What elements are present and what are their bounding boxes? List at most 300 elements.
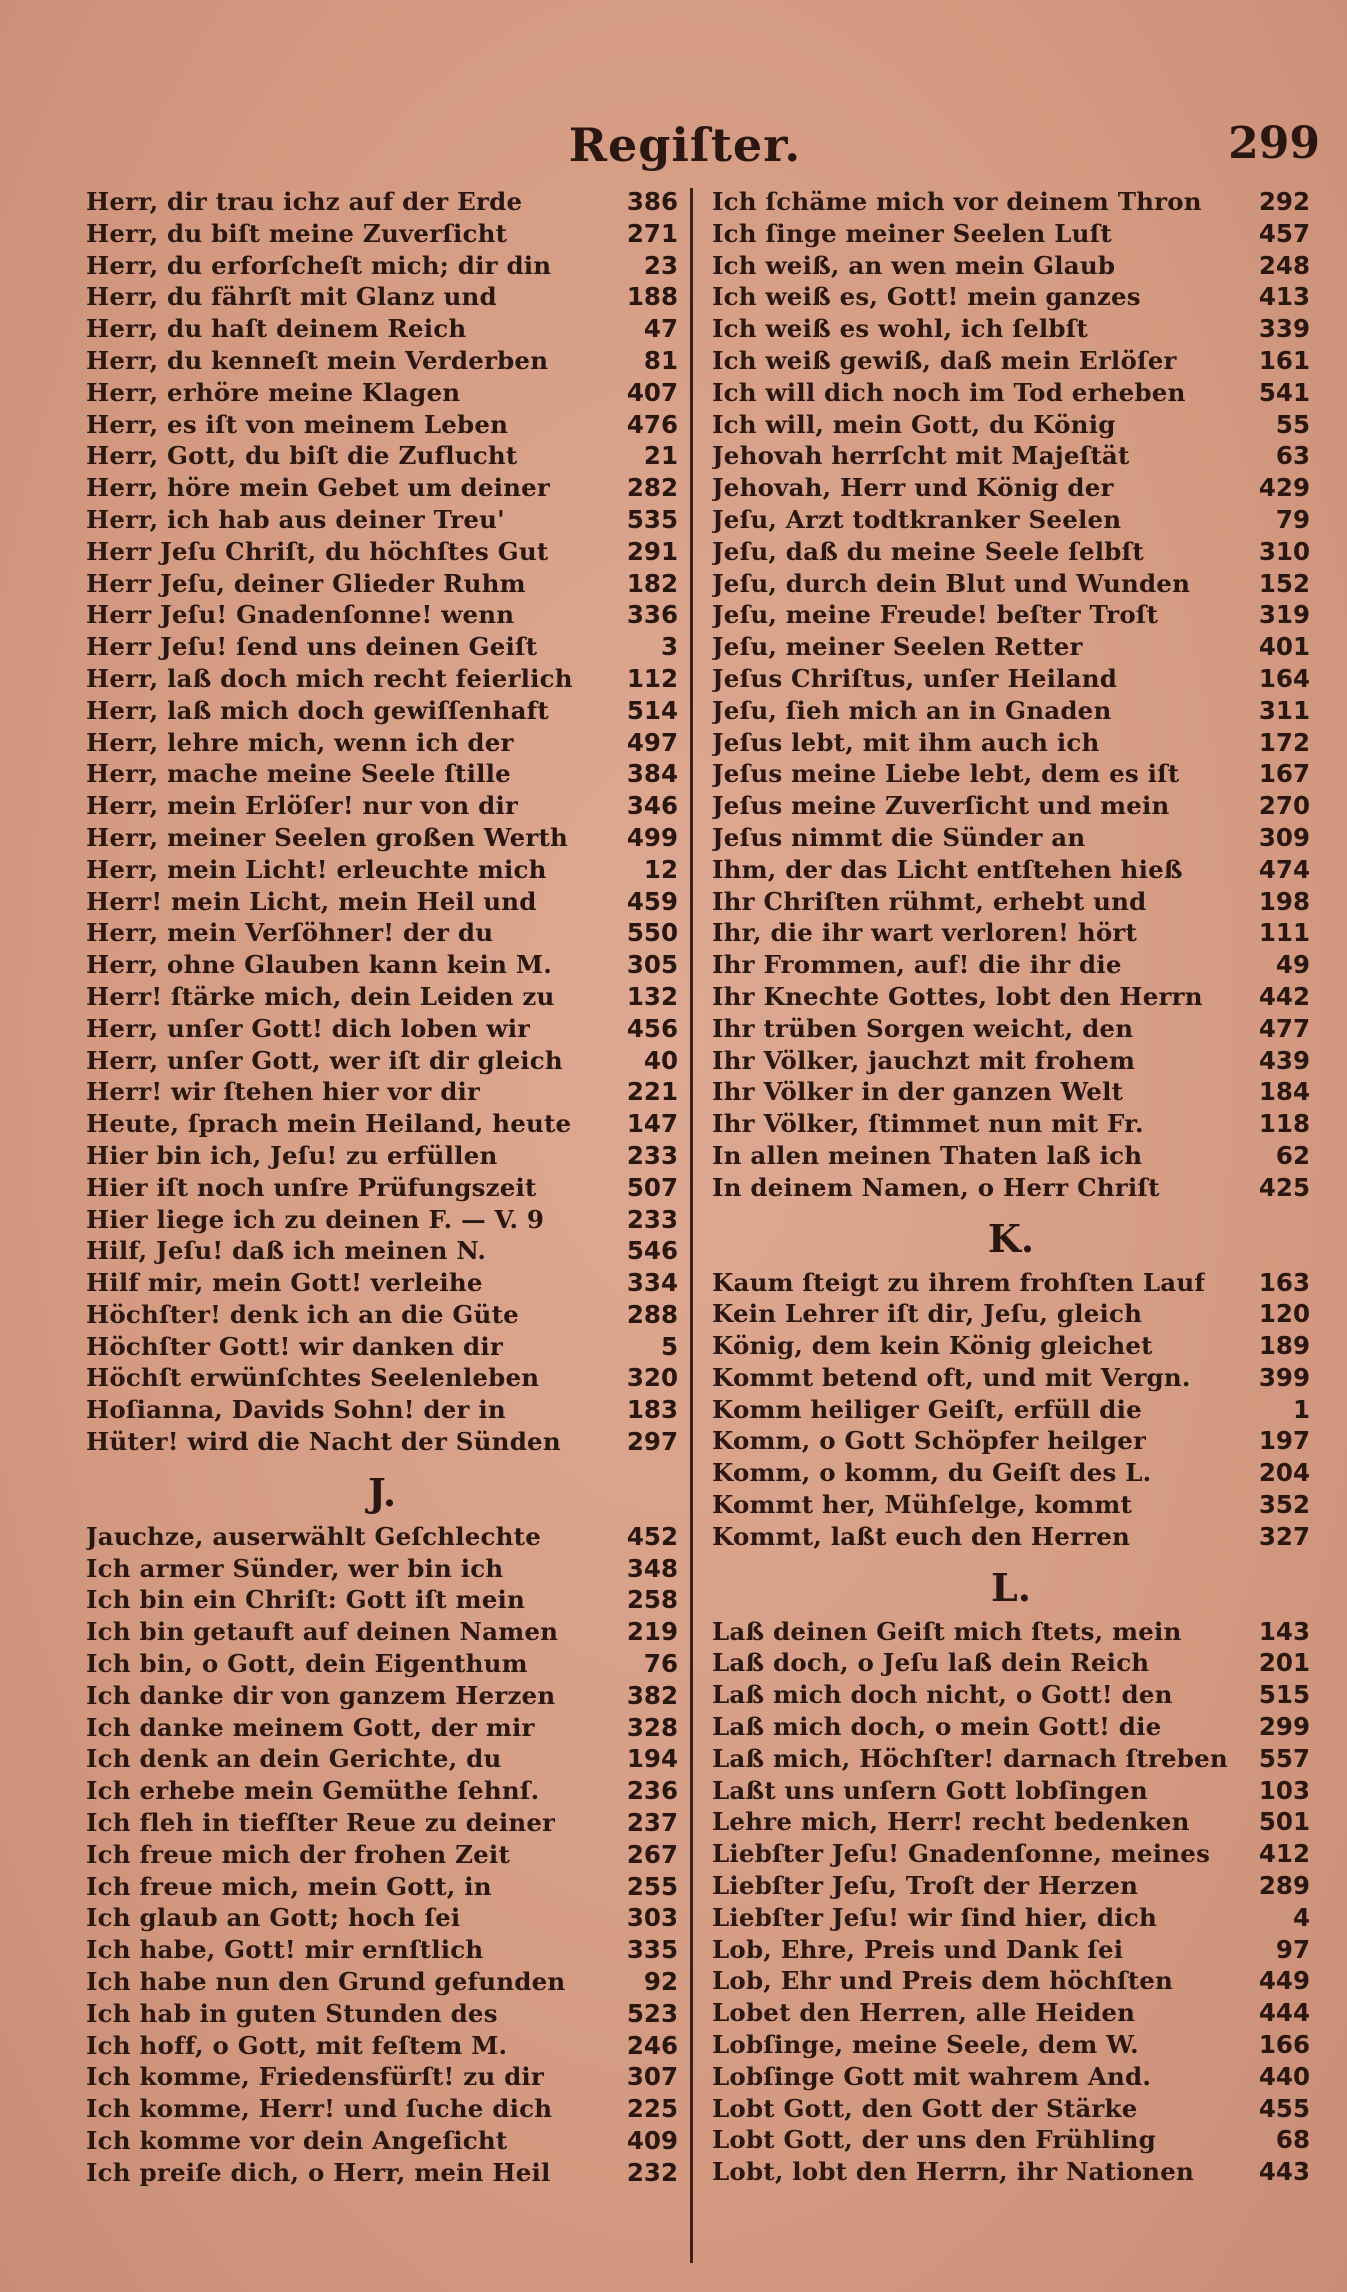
- index-entry: [86, 981, 678, 1013]
- index-entry: [86, 1267, 678, 1299]
- entry-title: Lobt Gott, der uns den Frühling: [712, 2125, 1156, 2155]
- entry-title: Ich weiß, an wen mein Glaub: [712, 250, 1116, 280]
- index-entry: [712, 663, 1310, 695]
- entry-title: Jeſus lebt, mit ihm auch ich: [712, 727, 1100, 757]
- entry-title: Lobt Gott, den Gott der Stärke: [712, 2093, 1138, 2123]
- entry-page-number: 233: [626, 1140, 678, 1170]
- entry-title: Ihr Völker in der ganzen Welt: [712, 1077, 1124, 1107]
- index-entry: [86, 1775, 678, 1807]
- entry-title: Kaum ſteigt zu ihrem frohſten Lauf: [712, 1267, 1206, 1297]
- index-entry: [86, 917, 678, 949]
- index-entry: [712, 1425, 1310, 1457]
- entry-title: Jehovah, Herr und König der: [712, 473, 1114, 503]
- entry-title: Herr, unſer Gott! dich loben wir: [86, 1013, 531, 1043]
- index-entry: [712, 1394, 1310, 1426]
- index-entry: [712, 695, 1310, 727]
- entry-page-number: 152: [1258, 568, 1310, 598]
- entry-title: Herr! wir ſtehen hier vor dir: [86, 1077, 481, 1107]
- index-entry: [86, 1998, 678, 2030]
- index-entry: [712, 1298, 1310, 1330]
- index-entry: [86, 1616, 678, 1648]
- entry-title: Jehovah herrſcht mit Majeſtät: [712, 441, 1130, 471]
- entry-title: Herr, lehre mich, wenn ich der: [86, 727, 514, 757]
- entry-page-number: 456: [626, 1013, 678, 1043]
- entry-title: Ihr, die ihr wart verloren! hört: [712, 918, 1138, 948]
- entry-page-number: 62: [1275, 1140, 1310, 1170]
- entry-page-number: 246: [626, 2030, 678, 2060]
- entry-title: Herr, ohne Glauben kann kein M.: [86, 950, 552, 980]
- index-entry: [712, 1267, 1310, 1299]
- entry-page-number: 382: [626, 1680, 678, 1710]
- entry-title: Herr Jeſu Chriſt, du höchſtes Gut: [86, 536, 549, 566]
- entry-page-number: 311: [1258, 695, 1310, 725]
- index-entry: [712, 1045, 1310, 1077]
- entry-title: Liebſter Jeſu! wir ſind hier, dich: [712, 1902, 1157, 1932]
- index-entry: [86, 1521, 678, 1553]
- entry-page-number: 172: [1258, 727, 1310, 757]
- entry-page-number: 514: [626, 695, 678, 725]
- index-entry: [86, 631, 678, 663]
- entry-page-number: 440: [1258, 2061, 1310, 2091]
- entry-page-number: 55: [1275, 409, 1310, 439]
- index-entry: [86, 1934, 678, 1966]
- entry-page-number: 255: [626, 1871, 678, 1901]
- index-entry: [712, 1743, 1310, 1775]
- index-entry: [86, 281, 678, 313]
- entry-page-number: 147: [626, 1109, 678, 1139]
- index-entry: [86, 250, 678, 282]
- entry-title: Ich fleh in tiefſter Reue zu deiner: [86, 1808, 556, 1838]
- index-entry: [712, 1775, 1310, 1807]
- entry-page-number: 183: [626, 1395, 678, 1425]
- entry-title: Laßt uns unſern Gott lobſingen: [712, 1775, 1148, 1805]
- index-entry: [86, 2030, 678, 2062]
- index-entry: [86, 695, 678, 727]
- index-entry: [86, 1299, 678, 1331]
- entry-title: Heute, ſprach mein Heiland, heute: [86, 1109, 572, 1139]
- entry-title: Ich danke dir von ganzem Herzen: [86, 1680, 556, 1710]
- index-entry: [86, 186, 678, 218]
- index-entry: [86, 1394, 678, 1426]
- index-entry: [712, 2156, 1310, 2188]
- entry-title: Ich weiß es, Gott! mein ganzes: [712, 282, 1141, 312]
- entry-page-number: 182: [626, 568, 678, 598]
- entry-page-number: 499: [626, 822, 678, 852]
- entry-page-number: 348: [626, 1553, 678, 1583]
- entry-page-number: 459: [626, 886, 678, 916]
- entry-page-number: 63: [1275, 441, 1310, 471]
- entry-title: Ich komme, Friedensfürſt! zu dir: [86, 2062, 545, 2092]
- entry-title: Ihr trüben Sorgen weicht, den: [712, 1013, 1134, 1043]
- entry-page-number: 197: [1258, 1426, 1310, 1456]
- entry-title: Lob, Ehre, Preis und Dank ſei: [712, 1934, 1124, 1964]
- index-entry: [712, 981, 1310, 1013]
- entry-title: Komm heiliger Geiſt, erfüll die: [712, 1394, 1142, 1424]
- index-entry: [712, 409, 1310, 441]
- entry-page-number: 292: [1258, 187, 1310, 216]
- index-entry: [86, 758, 678, 790]
- entry-title: Laß deinen Geiſt mich ſtets, mein: [712, 1616, 1182, 1646]
- index-entry: [712, 1362, 1310, 1394]
- entry-page-number: 164: [1258, 663, 1310, 693]
- entry-page-number: 439: [1258, 1045, 1310, 1075]
- entry-page-number: 237: [626, 1808, 678, 1838]
- entry-page-number: 233: [626, 1204, 678, 1234]
- entry-page-number: 201: [1258, 1648, 1310, 1678]
- entry-title: Jeſus meine Zuverſicht und mein: [712, 791, 1170, 821]
- entry-title: Lobſinge Gott mit wahrem And.: [712, 2061, 1152, 2091]
- entry-title: Lehre mich, Herr! recht bedenken: [712, 1807, 1190, 1837]
- index-entry: [712, 1838, 1310, 1870]
- entry-page-number: 443: [1258, 2157, 1310, 2187]
- entry-title: Jeſus Chriſtus, unſer Heiland: [712, 663, 1118, 693]
- entry-title: Ich bin getauft auf deinen Namen: [86, 1617, 559, 1647]
- index-entry: [86, 727, 678, 759]
- right-column: [712, 186, 1310, 2188]
- entry-page-number: 328: [626, 1712, 678, 1742]
- index-entry: [86, 1743, 678, 1775]
- entry-page-number: 501: [1258, 1807, 1310, 1837]
- entry-title: Lobt, lobt den Herrn, ihr Nationen: [712, 2157, 1194, 2187]
- index-entry: [86, 1140, 678, 1172]
- entry-title: Herr, du haſt deinem Reich: [86, 314, 467, 344]
- index-entry: [712, 1521, 1310, 1553]
- index-entry: [712, 250, 1310, 282]
- index-entry: [86, 2061, 678, 2093]
- index-entry: [86, 886, 678, 918]
- entry-title: Liebſter Jeſu, Troſt der Herzen: [712, 1871, 1139, 1901]
- index-entry: [86, 1871, 678, 1903]
- entry-title: Jeſu, Arzt todtkranker Seelen: [712, 504, 1122, 534]
- entry-page-number: 120: [1258, 1299, 1310, 1329]
- index-entry: [86, 440, 678, 472]
- entry-title: Hier iſt noch unſre Prüfungszeit: [86, 1172, 537, 1202]
- index-entry: [86, 1648, 678, 1680]
- entry-title: Herr, mein Verſöhner! der du: [86, 918, 494, 948]
- entry-page-number: 515: [1258, 1680, 1310, 1710]
- entry-page-number: 97: [1275, 1934, 1310, 1964]
- entry-page-number: 399: [1258, 1362, 1310, 1392]
- entry-page-number: 112: [626, 663, 678, 693]
- entry-page-number: 188: [626, 282, 678, 312]
- entry-title: Herr, ich hab aus deiner Treu': [86, 504, 505, 534]
- entry-title: Jeſus nimmt die Sünder an: [712, 822, 1086, 852]
- entry-page-number: 248: [1258, 250, 1310, 280]
- entry-title: Ihr Völker, jauchzt mit frohem: [712, 1045, 1136, 1075]
- index-entry: [86, 1362, 678, 1394]
- entry-title: Ich denk an dein Gerichte, du: [86, 1744, 502, 1774]
- entry-page-number: 288: [626, 1299, 678, 1329]
- index-entry: [712, 281, 1310, 313]
- entry-page-number: 401: [1258, 632, 1310, 662]
- index-entry: [86, 1076, 678, 1108]
- index-entry: [712, 1679, 1310, 1711]
- entry-title: Jeſus meine Liebe lebt, dem es iſt: [712, 759, 1180, 789]
- index-entry: [86, 2157, 678, 2189]
- entry-page-number: 132: [626, 981, 678, 1011]
- index-entry: [712, 536, 1310, 568]
- index-entry: [86, 790, 678, 822]
- entry-title: Ihr Chriſten rühmt, erhebt und: [712, 886, 1147, 916]
- entry-page-number: 319: [1258, 600, 1310, 630]
- entry-title: Jeſu, meiner Seelen Retter: [712, 632, 1083, 662]
- entry-page-number: 336: [626, 600, 678, 630]
- entry-title: Kommt betend oft, und mit Vergn.: [712, 1362, 1191, 1392]
- entry-title: Herr, du erforſcheſt mich; dir din: [86, 250, 552, 280]
- index-entry: [86, 1584, 678, 1616]
- entry-title: Kommt her, Mühſelge, kommt: [712, 1490, 1133, 1520]
- index-entry: [86, 1108, 678, 1140]
- index-entry: [712, 1647, 1310, 1679]
- entry-page-number: 166: [1258, 2030, 1310, 2060]
- entry-title: Hilf mir, mein Gott! verleihe: [86, 1268, 483, 1298]
- entry-title: Höchſt erwünſchtes Seelenleben: [86, 1363, 540, 1393]
- entry-title: Ich freue mich, mein Gott, in: [86, 1871, 492, 1901]
- entry-title: Ich glaub an Gott; hoch ſei: [86, 1903, 461, 1933]
- entry-page-number: 103: [1258, 1775, 1310, 1805]
- entry-title: Herr Jeſu, deiner Glieder Ruhm: [86, 568, 526, 598]
- entry-title: Herr, du fährſt mit Glanz und: [86, 282, 497, 312]
- entry-title: Herr, unſer Gott, wer iſt dir gleich: [86, 1045, 563, 1075]
- index-entry: [712, 1997, 1310, 2029]
- index-entry: [712, 2093, 1310, 2125]
- entry-page-number: 219: [626, 1617, 678, 1647]
- index-entry: [86, 504, 678, 536]
- index-entry: [712, 1902, 1310, 1934]
- entry-page-number: 204: [1258, 1458, 1310, 1488]
- index-entry: [86, 1902, 678, 1934]
- entry-title: Höchſter! denk ich an die Güte: [86, 1299, 519, 1329]
- entry-page-number: 455: [1258, 2093, 1310, 2123]
- index-entry: [86, 854, 678, 886]
- entry-page-number: 270: [1258, 791, 1310, 821]
- entry-page-number: 557: [1258, 1743, 1310, 1773]
- entry-title: Ich will dich noch im Tod erheben: [712, 377, 1186, 407]
- index-entry: [86, 313, 678, 345]
- index-entry: [712, 568, 1310, 600]
- entry-title: Ich ſchäme mich vor deinem Thron: [712, 187, 1202, 216]
- entry-title: Höchſter Gott! wir danken dir: [86, 1331, 503, 1361]
- index-entry: [712, 1076, 1310, 1108]
- index-entry: [712, 1711, 1310, 1743]
- entry-page-number: 111: [1258, 918, 1310, 948]
- column-divider: [690, 188, 693, 2263]
- entry-title: Hier liege ich zu deinen F. — V. 9: [86, 1204, 545, 1234]
- entry-title: Jeſu, meine Freude! beſter Troſt: [712, 600, 1159, 630]
- entry-title: Herr, mein Erlöſer! nur von dir: [86, 791, 519, 821]
- entry-page-number: 550: [626, 918, 678, 948]
- entry-page-number: 546: [626, 1236, 678, 1266]
- entry-page-number: 442: [1258, 981, 1310, 1011]
- index-entry: [86, 1235, 678, 1267]
- entry-page-number: 409: [626, 2126, 678, 2156]
- entry-title: Jeſu, durch dein Blut und Wunden: [712, 568, 1191, 598]
- entry-page-number: 327: [1258, 1521, 1310, 1551]
- section-letter-heading: L.: [991, 1564, 1031, 1610]
- entry-page-number: 307: [626, 2062, 678, 2092]
- entry-title: Herr! ſtärke mich, dein Leiden zu: [86, 981, 555, 1011]
- entry-title: Herr, du kenneſt mein Verderben: [86, 345, 549, 375]
- entry-page-number: 429: [1258, 473, 1310, 503]
- entry-page-number: 497: [626, 727, 678, 757]
- entry-page-number: 507: [626, 1172, 678, 1202]
- index-entry: [86, 949, 678, 981]
- entry-title: Hoſianna, Davids Sohn! der in: [86, 1395, 506, 1425]
- entry-title: Herr, höre mein Gebet um deiner: [86, 473, 551, 503]
- entry-page-number: 184: [1258, 1077, 1310, 1107]
- index-entry: [86, 822, 678, 854]
- index-entry: [712, 218, 1310, 250]
- index-entry: [712, 377, 1310, 409]
- index-entry: [86, 409, 678, 441]
- entry-title: Lob, Ehr und Preis dem höchſten: [712, 1966, 1174, 1996]
- entry-title: Herr, mache meine Seele ſtille: [86, 759, 511, 789]
- entry-page-number: 444: [1258, 1998, 1310, 2028]
- index-entry: [86, 1426, 678, 1458]
- entry-title: Hier bin ich, Jeſu! zu erfüllen: [86, 1140, 498, 1170]
- entry-page-number: 452: [626, 1521, 678, 1551]
- entry-title: Komm, o Gott Schöpfer heilger: [712, 1426, 1147, 1456]
- index-entry: [712, 1965, 1310, 1997]
- entry-title: Jeſu, daß du meine Seele ſelbſt: [712, 536, 1144, 566]
- entry-page-number: 346: [626, 791, 678, 821]
- index-entry: [712, 949, 1310, 981]
- entry-title: Ihm, der das Licht entſtehen hieß: [712, 854, 1183, 884]
- index-entry: [712, 1457, 1310, 1489]
- entry-title: Liebſter Jeſu! Gnadenſonne, meines: [712, 1839, 1211, 1869]
- entry-page-number: 541: [1258, 377, 1310, 407]
- entry-title: Jauchze, auserwählt Geſchlechte: [86, 1521, 541, 1551]
- index-entry: [712, 1172, 1310, 1204]
- entry-title: Herr Jeſu! Gnadenſonne! wenn: [86, 600, 515, 630]
- index-entry: [712, 822, 1310, 854]
- entry-title: Ich bin, o Gott, dein Eigenthum: [86, 1649, 528, 1679]
- entry-page-number: 476: [626, 409, 678, 439]
- entry-page-number: 310: [1258, 536, 1310, 566]
- index-entry: [712, 1489, 1310, 1521]
- entry-page-number: 163: [1258, 1267, 1310, 1297]
- index-entry: [712, 2061, 1310, 2093]
- entry-page-number: 40: [643, 1045, 678, 1075]
- index-entry: [86, 1331, 678, 1363]
- entry-page-number: 225: [626, 2094, 678, 2124]
- entry-page-number: 236: [626, 1776, 678, 1806]
- entry-page-number: 291: [626, 536, 678, 566]
- entry-title: Kein Lehrer iſt dir, Jeſu, gleich: [712, 1299, 1143, 1329]
- index-entry: [712, 1330, 1310, 1362]
- entry-title: In allen meinen Thaten laß ich: [712, 1140, 1143, 1170]
- entry-title: Ich will, mein Gott, du König: [712, 409, 1116, 439]
- section-letter-heading: J.: [367, 1469, 397, 1515]
- entry-title: Ich komme vor dein Angeſicht: [86, 2126, 508, 2156]
- entry-title: Ich komme, Herr! und ſuche dich: [86, 2094, 553, 2124]
- entry-title: Ich preiſe dich, o Herr, mein Heil: [86, 2157, 551, 2187]
- index-entry: [712, 472, 1310, 504]
- entry-title: Herr, erhöre meine Klagen: [86, 377, 461, 407]
- entry-title: Ich erhebe mein Gemüthe ſehnſ.: [86, 1776, 540, 1806]
- entry-page-number: 194: [626, 1744, 678, 1774]
- index-entry: [86, 599, 678, 631]
- index-entry: [712, 886, 1310, 918]
- index-entry: [712, 727, 1310, 759]
- entry-title: Herr, du biſt meine Zuverſicht: [86, 218, 508, 248]
- index-entry: [712, 2124, 1310, 2156]
- index-entry: [712, 1934, 1310, 1966]
- entry-title: Laß doch, o Jeſu laß dein Reich: [712, 1648, 1150, 1678]
- index-entry: [86, 345, 678, 377]
- index-entry: [86, 1839, 678, 1871]
- index-entry: [86, 1807, 678, 1839]
- entry-page-number: 79: [1275, 504, 1310, 534]
- entry-page-number: 4: [1292, 1902, 1310, 1932]
- entry-page-number: 47: [643, 314, 678, 344]
- left-column: [86, 186, 678, 2189]
- entry-title: Herr, meiner Seelen großen Werth: [86, 822, 569, 852]
- index-entry: [712, 758, 1310, 790]
- entry-page-number: 81: [643, 345, 678, 375]
- index-entry: [86, 1966, 678, 1998]
- index-entry: [86, 377, 678, 409]
- entry-page-number: 477: [1258, 1013, 1310, 1043]
- entry-title: Lobſinge, meine Seele, dem W.: [712, 2030, 1139, 2060]
- entry-title: Ich ſinge meiner Seelen Luſt: [712, 218, 1112, 248]
- entry-page-number: 334: [626, 1268, 678, 1298]
- entry-title: Hüter! wird die Nacht der Sünden: [86, 1427, 561, 1457]
- entry-title: Herr, dir trau ichz auf der Erde: [86, 187, 523, 216]
- entry-page-number: 303: [626, 1903, 678, 1933]
- index-entry: [86, 1680, 678, 1712]
- entry-page-number: 386: [626, 187, 678, 216]
- index-entry: [86, 218, 678, 250]
- entry-title: Kommt, laßt euch den Herren: [712, 1521, 1131, 1551]
- entry-page-number: 297: [626, 1427, 678, 1457]
- index-entry: [712, 1108, 1310, 1140]
- entry-page-number: 198: [1258, 886, 1310, 916]
- entry-page-number: 92: [643, 1967, 678, 1997]
- entry-title: Laß mich doch, o mein Gott! die: [712, 1712, 1162, 1742]
- entry-page-number: 221: [626, 1077, 678, 1107]
- entry-title: Ich weiß gewiß, daß mein Erlöſer: [712, 345, 1177, 375]
- index-entry: [712, 313, 1310, 345]
- index-entry: [712, 186, 1310, 218]
- index-entry: [86, 1045, 678, 1077]
- entry-title: Herr, es iſt von meinem Leben: [86, 409, 509, 439]
- entry-title: Ihr Frommen, auf! die ihr die: [712, 950, 1122, 980]
- entry-page-number: 339: [1258, 314, 1310, 344]
- entry-title: In deinem Namen, o Herr Chriſt: [712, 1172, 1160, 1202]
- entry-page-number: 49: [1275, 950, 1310, 980]
- index-entry: [712, 790, 1310, 822]
- index-entry: [712, 1013, 1310, 1045]
- entry-title: Herr, Gott, du biſt die Zuflucht: [86, 441, 518, 471]
- entry-title: Laß mich doch nicht, o Gott! den: [712, 1680, 1173, 1710]
- entry-page-number: 412: [1258, 1839, 1310, 1869]
- index-entry: [712, 599, 1310, 631]
- entry-title: Herr, laß doch mich recht feierlich: [86, 663, 573, 693]
- entry-title: Herr, mein Licht! erleuchte mich: [86, 854, 547, 884]
- entry-title: Laß mich, Höchſter! darnach ſtreben: [712, 1743, 1228, 1773]
- index-entry: [712, 2029, 1310, 2061]
- entry-page-number: 289: [1258, 1871, 1310, 1901]
- page-number: 299: [1228, 118, 1320, 169]
- index-entry: [712, 917, 1310, 949]
- index-entry: [86, 472, 678, 504]
- index-entry: [86, 2125, 678, 2157]
- entry-page-number: 305: [626, 950, 678, 980]
- entry-title: Ich danke meinem Gott, der mir: [86, 1712, 535, 1742]
- entry-page-number: 425: [1258, 1172, 1310, 1202]
- index-entry: [86, 1553, 678, 1585]
